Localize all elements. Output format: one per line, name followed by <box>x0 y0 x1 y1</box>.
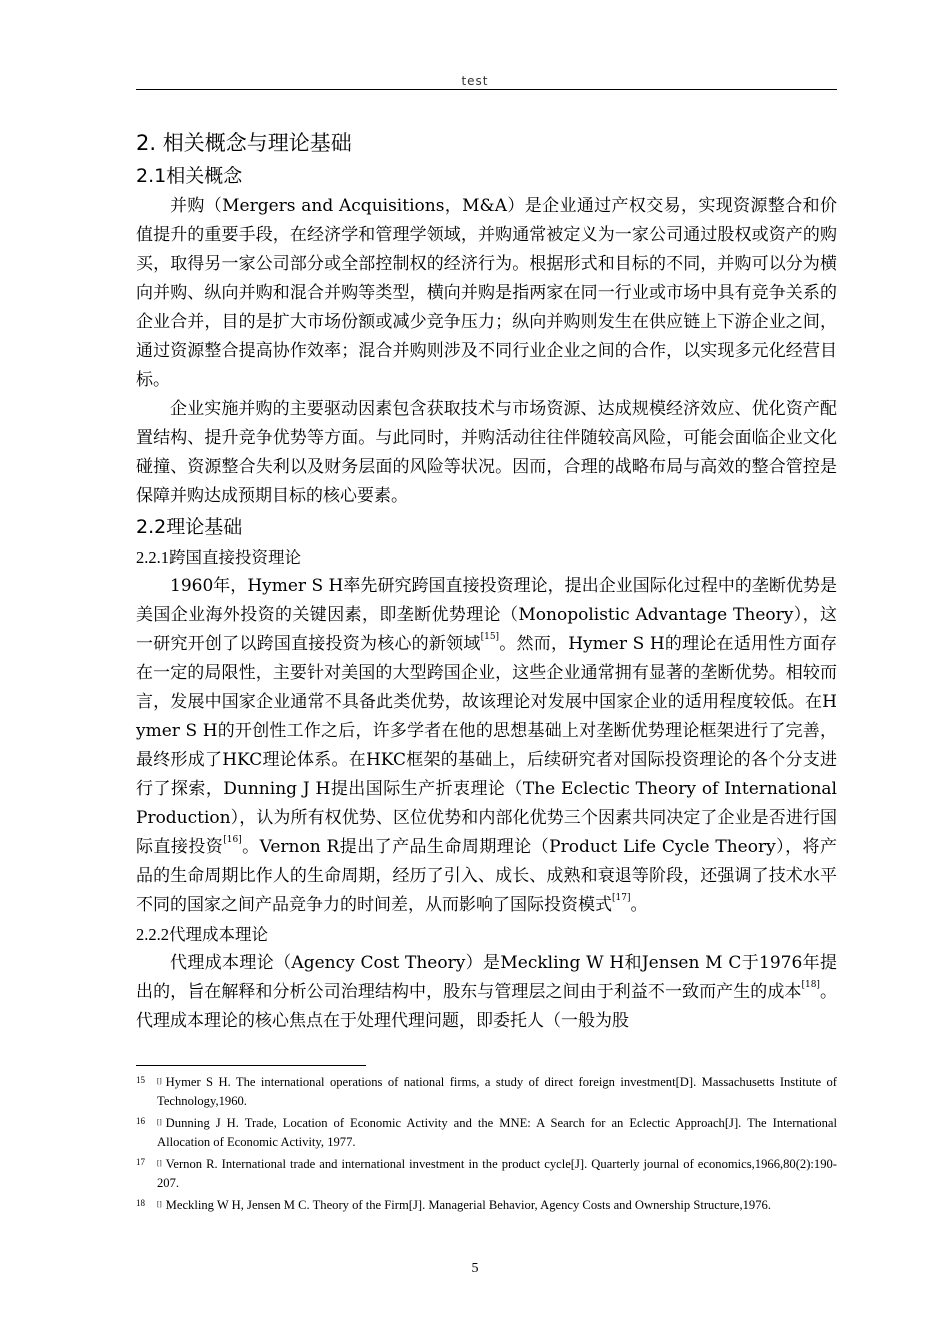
text-run: 。然而，Hymer S H的理论在适用性方面存在一定的局限性，主要针对美国的大型跨国企业，这些企业通常拥有显著的垄断优势。相较而言，发展中国家企业通常不具备此类优势，故该理论对发展中国家企业的适用程度较低。在Hymer S H的开创性工作之后，许多学者在他的思想基础上对垄断优势理论框架进行了完善，最终形成了HKC理论体系。在HKC框架的基础上，后续研究者对国际投资理论的各个分支进行了探索，Dunning J H提出国际生产折衷理论（The Eclectic Theory of International Production），认为所有权优势、区位优势和内部化优势三个因素共同决定了企业是否进行国际直接投资 <box>136 634 837 857</box>
section-title: 2. 相关概念与理论基础 <box>136 131 352 155</box>
footnote-mark: [] <box>157 1077 162 1085</box>
body-content <box>136 126 837 1036</box>
footnote-number: 18 <box>136 1198 145 1208</box>
text-run: 。 <box>630 895 648 915</box>
footnote <box>136 1114 837 1152</box>
footnote <box>136 1073 837 1111</box>
text-run: 。代理成本理论的核心焦点在于处理代理问题，即委托人（一般为股 <box>136 982 838 1031</box>
footnotes <box>136 1073 837 1218</box>
text-run: 代理成本理论（Agency Cost Theory）是Meckling W H和Jensen M C于1976年提出的，旨在解释和分析公司治理结构中，股东与管理层之间由于利益不一致而产生的成本 <box>136 953 837 1002</box>
footnote-text: Vernon R. International trade and international investment in the product cycle[J]. Quarterly journal of economics,1966,80(2):190-207. <box>157 1157 837 1190</box>
paragraph: 企业实施并购的主要驱动因素包含获取技术与市场资源、达成规模经济效应、优化资产配置结构、提升竞争优势等方面。与此同时，并购活动往往伴随较高风险，可能会面临企业文化碰撞、资源整合失利以及财务层面的风险等状况。因而，合理的战略布局与高效的整合管控是保障并购达成预期目标的核心要素。 <box>136 399 837 506</box>
footnote-mark: [] <box>157 1200 162 1208</box>
paragraph <box>136 949 837 1036</box>
subsection-title-2-2: 2.2理论基础 <box>136 516 243 538</box>
footnote-text: Hymer S H. The international operations of national firms, a study of direct foreign investment[D]. Massachusetts Institute of Technology,1960. <box>157 1075 837 1108</box>
footnote <box>136 1196 837 1215</box>
text-run: 1960年，Hymer S H率先研究跨国直接投资理论，提出企业国际化过程中的垄断优势是美国企业海外投资的关键因素，即垄断优势理论（Monopolistic Advantage Theory），这一研究开创了以跨国直接投资为核心的新领域 <box>136 576 837 654</box>
paragraph: 并购（Mergers and Acquisitions，M&A）是企业通过产权交易，实现资源整合和价值提升的重要手段，在经济学和管理学领域，并购通常被定义为一家公司通过股权或资产的购买，取得另一家公司部分或全部控制权的经济行为。根据形式和目标的不同，并购可以分为横向并购、纵向并购和混合并购等类型，横向并购是指两家在同一行业或市场中具有竞争关系的企业合并，目的是扩大市场份额或减少竞争压力；纵向并购则发生在供应链上下游企业之间，通过资源整合提高协作效率；混合并购则涉及不同行业企业之间的合作，以实现多元化经营目标。 <box>136 196 837 390</box>
page-number: 5 <box>471 1261 479 1276</box>
subsubsection-title-2-2-2: 2.2.2代理成本理论 <box>136 925 268 944</box>
citation-ref[interactable]: [18] <box>801 980 820 990</box>
subsection-title-2-1: 2.1相关概念 <box>136 165 243 187</box>
running-header: test <box>461 74 489 88</box>
citation-ref[interactable]: [16] <box>223 835 242 845</box>
footnote-text: Meckling W H, Jensen M C. Theory of the Firm[J]. Managerial Behavior, Agency Costs and Ownership Structure,1976. <box>165 1198 771 1212</box>
subsubsection-title-2-2-1: 2.2.1跨国直接投资理论 <box>136 548 301 567</box>
footnote-number: 17 <box>136 1157 145 1167</box>
citation-ref[interactable]: [15] <box>480 632 500 642</box>
paragraph <box>136 572 837 920</box>
footnote-number: 15 <box>136 1075 145 1085</box>
text-run: 。Vernon R提出了产品生命周期理论（Product Life Cycle Theory），将产品的生命周期比作人的生命周期，经历了引入、成长、成熟和衰退等阶段，还强调了技术水平不同的国家之间产品竞争力的时间差，从而影响了国际投资模式 <box>136 837 837 915</box>
footnote-mark: [] <box>157 1118 162 1126</box>
footnote-text: Dunning J H. Trade, Location of Economic Activity and the MNE: A Search for an Eclectic Approach[J]. The International Allocation of Economic Activity, 1977. <box>157 1116 837 1149</box>
citation-ref[interactable]: [17] <box>612 893 631 903</box>
footnote-number: 16 <box>136 1116 145 1126</box>
header-rule <box>136 89 837 90</box>
footnote <box>136 1155 837 1193</box>
footnote-mark: [] <box>157 1159 162 1167</box>
footnote-separator <box>136 1065 366 1066</box>
